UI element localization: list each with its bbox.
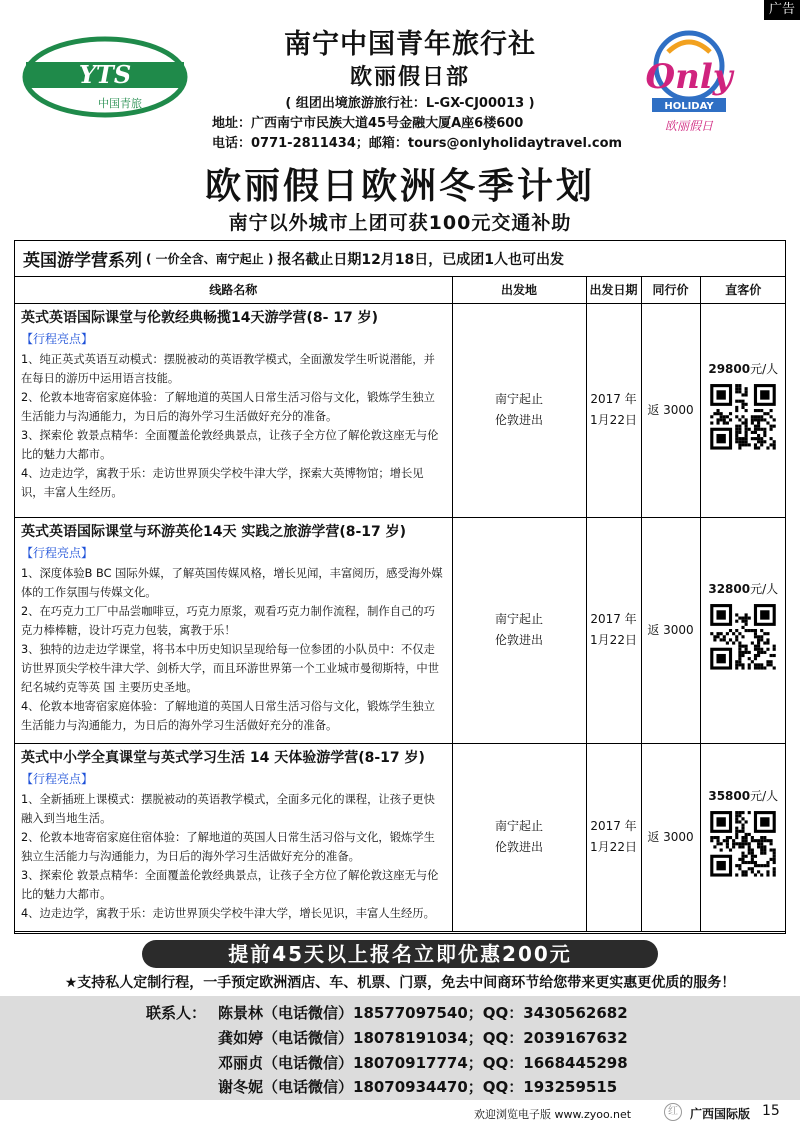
yts-logo-text: YTS xyxy=(78,60,132,89)
direct-price-cell xyxy=(700,743,786,931)
highlight-point: 1、深度体验B BC 国际外媒，了解英国传媒风格，增长见闻，丰富阅历，感受海外媒体的工作氛围与传媒文化。 xyxy=(21,566,443,599)
trade-price: 返 3000 xyxy=(641,517,700,743)
highlight-point: 1、纯正英式英语互动模式：摆脱被动的英语教学模式，全面激发学生听说潜能，并在每日的游历中运用语言技能。 xyxy=(21,352,435,385)
date-cell xyxy=(586,743,641,931)
column-header: 直客价 xyxy=(700,277,786,303)
series-deadline: 报名截止日期12月18日，已成团1人也可出发 xyxy=(277,251,565,268)
highlight-point: 3、探索伦 敦景点精华：全面覆盖伦敦经典景点，让孩子全方位了解伦敦这座无与伦比的魅力大都市。 xyxy=(21,868,439,901)
table-header-row xyxy=(15,277,786,303)
contact-line: 谢冬妮（电话微信）18070934470；QQ：193259515 xyxy=(218,1078,618,1096)
highlight-point: 2、伦敦本地寄宿家庭住宿体验：了解地道的英国人日常生活习俗与文化，锻炼学生独立生活能力与沟通能力，为日后的海外学习生活做好充分的准备。 xyxy=(21,830,435,863)
direct-price: 29800元/人 xyxy=(708,361,779,376)
footer-edition: 广西国际版 xyxy=(690,1107,751,1121)
departure-line: 南宁起止 xyxy=(494,612,543,626)
license-number: ( 组团出境旅游旅行社：L-GX-CJ00013 ) xyxy=(285,96,535,111)
highlight-label: 【行程亮点】 xyxy=(21,545,94,560)
only-holiday-logo xyxy=(624,28,754,143)
only-logo-holiday: HOLIDAY xyxy=(664,101,714,112)
departure-line: 伦敦进出 xyxy=(494,633,543,647)
contact-line: 龚如婷（电话微信）18078191034；QQ：2039167632 xyxy=(218,1029,628,1047)
departure-cell xyxy=(452,517,586,743)
departure-line: 伦敦进出 xyxy=(494,840,543,854)
footer-browse: 欢迎浏览电子版 www.zyoo.net xyxy=(474,1108,632,1121)
page-subtitle: 南宁以外城市上团可获100元交通补助 xyxy=(228,212,572,234)
contact-line: 邓丽贞（电话微信）18070917774；QQ：1668445298 xyxy=(218,1054,628,1072)
contacts-label: 联系人： xyxy=(146,1004,207,1022)
highlight-point: 2、在巧克力工厂中品尝咖啡豆，巧克力原浆，观看巧克力制作流程，制作自己的巧克力棒棒糖，设计巧克力包装，寓教于乐！ xyxy=(21,604,435,637)
highlight-point: 4、边走边学，寓教于乐：走访世界顶尖学校牛津大学，增长见识，丰富人生经历。 xyxy=(21,906,435,920)
contacts-panel xyxy=(0,996,800,1100)
ad-tag: 广告 xyxy=(764,0,800,20)
table-row xyxy=(15,517,786,743)
page-footer xyxy=(0,1100,800,1124)
departure-cell xyxy=(452,303,586,517)
highlight-point: 1、全新插班上课模式：摆脱被动的英语教学模式，全面多元化的课程，让孩子更快融入到当地生活。 xyxy=(21,792,435,825)
route-cell xyxy=(15,743,452,931)
agency-contact: 电话：0771-2811434；邮箱：tours@onlyholidaytravel.com xyxy=(212,136,623,151)
departure-line: 伦敦进出 xyxy=(494,413,543,427)
footer-hong-icon: 红 xyxy=(664,1103,682,1121)
contact-line: 陈景林（电话微信）18577097540；QQ：3430562682 xyxy=(218,1004,628,1022)
highlight-point: 2、伦敦本地寄宿家庭体验：了解地道的英国人日常生活习俗与文化，锻炼学生独立生活能力与沟通能力，为日后的海外学习生活做好充分的准备。 xyxy=(21,390,435,423)
promo-banner: 提前45天以上报名立即优惠200元 xyxy=(142,940,658,968)
tour-table xyxy=(14,240,786,934)
column-header: 出发日期 xyxy=(586,277,641,303)
route-cell xyxy=(15,303,452,517)
only-logo-chinese: 欧丽假日 xyxy=(664,119,714,133)
direct-price-cell xyxy=(700,303,786,517)
yts-logo-chinese: 中国青旅 xyxy=(98,97,142,110)
date-line: 1月22日 xyxy=(590,413,637,427)
page-title: 欧丽假日欧洲冬季计划 xyxy=(204,166,595,207)
agency-name: 南宁中国青年旅行社 xyxy=(284,29,536,60)
date-cell xyxy=(586,517,641,743)
highlight-point: 4、边走边学，寓教于乐：走访世界顶尖学校牛津大学，探索大英博物馆；增长见识，丰富人生经历。 xyxy=(21,466,424,499)
table-row xyxy=(15,743,786,931)
route-title: 英式中小学全真课堂与英式学习生活 14 天体验游学营(8-17 岁) xyxy=(21,749,425,766)
trade-price: 返 3000 xyxy=(641,303,700,517)
highlight-point: 3、独特的边走边学课堂，将书本中历史知识呈现给每一位参团的小队员中：不仅走访世界顶尖学校牛津大学、剑桥大学，而且环游世界第一个工业城市曼彻斯特，中世纪名城约克等英 国 主要历史圣地。 xyxy=(21,642,439,694)
agency-department: 欧丽假日部 xyxy=(349,65,470,90)
date-line: 2017 年 xyxy=(590,612,637,626)
series-header xyxy=(15,241,785,277)
departure-cell xyxy=(452,743,586,931)
date-line: 1月22日 xyxy=(590,633,637,647)
series-name: 英国游学营系列 xyxy=(23,251,142,271)
route-title: 英式英语国际课堂与伦敦经典畅揽14天游学营(8- 17 岁) xyxy=(21,309,379,326)
direct-price-cell xyxy=(700,517,786,743)
route-cell xyxy=(15,517,452,743)
departure-line: 南宁起止 xyxy=(494,392,543,406)
service-statement: ★支持私人定制行程，一手预定欧洲酒店、车、机票、门票，免去中间商环节给您带来更实惠更优质的服务！ xyxy=(64,975,736,991)
date-line: 2017 年 xyxy=(590,819,637,833)
date-line: 2017 年 xyxy=(590,392,637,406)
column-header: 出发地 xyxy=(452,277,586,303)
direct-price: 35800元/人 xyxy=(708,788,779,803)
route-title: 英式英语国际课堂与环游英伦14天 实践之旅游学营(8-17 岁) xyxy=(21,523,407,540)
highlight-label: 【行程亮点】 xyxy=(21,331,94,346)
only-logo-text: Only xyxy=(645,57,733,97)
column-header: 同行价 xyxy=(641,277,700,303)
departure-line: 南宁起止 xyxy=(494,819,543,833)
series-note: ( 一价全含、南宁起止 ) xyxy=(146,252,274,266)
trade-price: 返 3000 xyxy=(641,743,700,931)
qr-code-icon[interactable] xyxy=(709,810,777,888)
highlight-point: 4、伦敦本地寄宿家庭体验：了解地道的英国人日常生活习俗与文化，锻炼学生独立生活能力与沟通能力，为日后的海外学习生活做好充分的准备。 xyxy=(21,699,435,732)
page-number: 15 xyxy=(762,1103,780,1119)
yts-logo xyxy=(16,36,194,118)
table-row xyxy=(15,303,786,517)
highlight-label: 【行程亮点】 xyxy=(21,771,94,786)
date-cell xyxy=(586,303,641,517)
agency-address: 地址：广西南宁市民族大道45号金融大厦A座6楼600 xyxy=(212,116,524,131)
column-header: 线路名称 xyxy=(15,277,452,303)
highlight-point: 3、探索伦 敦景点精华：全面覆盖伦敦经典景点，让孩子全方位了解伦敦这座无与伦比的魅力大都市。 xyxy=(21,428,439,461)
qr-code-icon[interactable] xyxy=(709,603,777,681)
direct-price: 32800元/人 xyxy=(708,581,779,596)
qr-code-icon[interactable] xyxy=(709,383,777,461)
routes-table xyxy=(15,277,786,932)
date-line: 1月22日 xyxy=(590,840,637,854)
header xyxy=(0,0,800,150)
